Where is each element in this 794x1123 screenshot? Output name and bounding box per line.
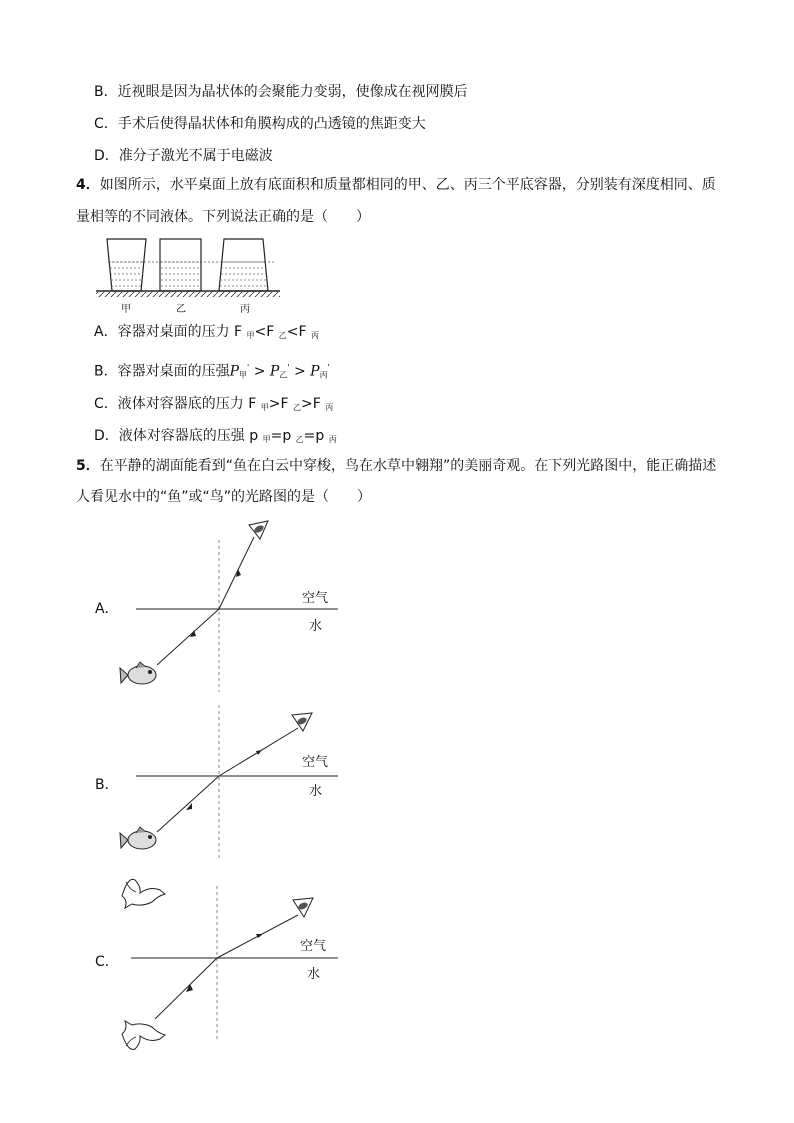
q4-option-a: A．容器对桌面的压力 F $_甲$<F $_乙$<F $_丙$ bbox=[94, 324, 320, 340]
diagram-a-air-label: 空气 bbox=[302, 591, 329, 606]
q5-stem-line1: 5．在平静的湖面能看到“鱼在白云中穿梭，鸟在水草中翱翔”的美丽奇观。在下列光路图中，能正确描述 bbox=[76, 458, 717, 474]
q4-option-d: D．液体对容器底的压强 p $_甲$=p $_乙$=p $_丙$ bbox=[94, 428, 337, 444]
label-yi: 乙 bbox=[176, 304, 186, 315]
eye-icon bbox=[249, 521, 268, 539]
label-jia: 甲 bbox=[121, 304, 131, 315]
q5-number: 5． bbox=[76, 458, 100, 474]
q4-stem-line2: 量相等的不同液体。下列说法正确的是（ ） bbox=[76, 209, 370, 225]
diagram-a-label: A． bbox=[95, 601, 119, 617]
q5-stem-line2: 人看见水中的“鱼”或“鸟”的光路图的是（ ） bbox=[76, 489, 372, 505]
fish-icon bbox=[120, 827, 156, 849]
bird-icon bbox=[122, 1021, 165, 1049]
diagram-a bbox=[120, 521, 338, 692]
q3-option-d: D．准分子激光不属于电磁波 bbox=[94, 148, 273, 164]
fish-icon bbox=[120, 662, 156, 684]
container-yi bbox=[160, 239, 201, 291]
q4-number: 4． bbox=[76, 177, 100, 193]
label-bing: 丙 bbox=[240, 304, 250, 315]
container-jia bbox=[107, 239, 146, 291]
q4-stem-line1: 4．如图所示，水平桌面上放有底面积和质量都相同的甲、乙、丙三个平底容器，分别装有深度相同、质 bbox=[76, 177, 716, 193]
container-bing bbox=[219, 239, 268, 291]
eye-icon bbox=[292, 713, 312, 731]
bird-icon bbox=[122, 879, 165, 908]
q3-option-c: C．手术后使得晶状体和角膜构成的凸透镜的焦距变大 bbox=[94, 116, 426, 132]
eye-icon bbox=[293, 898, 313, 917]
q3-option-b: B．近视眼是因为晶状体的会聚能力变弱，使像成在视网膜后 bbox=[94, 84, 468, 100]
diagram-b-label: B． bbox=[95, 777, 119, 793]
diagram-b-air-label: 空气 bbox=[302, 755, 329, 770]
diagram-c-air-label: 空气 bbox=[300, 939, 327, 954]
diagram-b-water-label: 水 bbox=[309, 784, 323, 799]
diagram-a-water-label: 水 bbox=[309, 619, 323, 634]
diagram-c-label: C． bbox=[95, 954, 119, 970]
diagram-c-water-label: 水 bbox=[307, 967, 321, 982]
diagram-c bbox=[122, 886, 338, 1049]
q4-option-c: C．液体对容器底的压力 F $_甲$>F $_乙$>F $_丙$ bbox=[94, 396, 334, 412]
q4-option-b: B．容器对桌面的压强$P_甲' > P_乙' > P_丙'$ bbox=[94, 363, 330, 380]
diagram-b bbox=[120, 705, 338, 858]
